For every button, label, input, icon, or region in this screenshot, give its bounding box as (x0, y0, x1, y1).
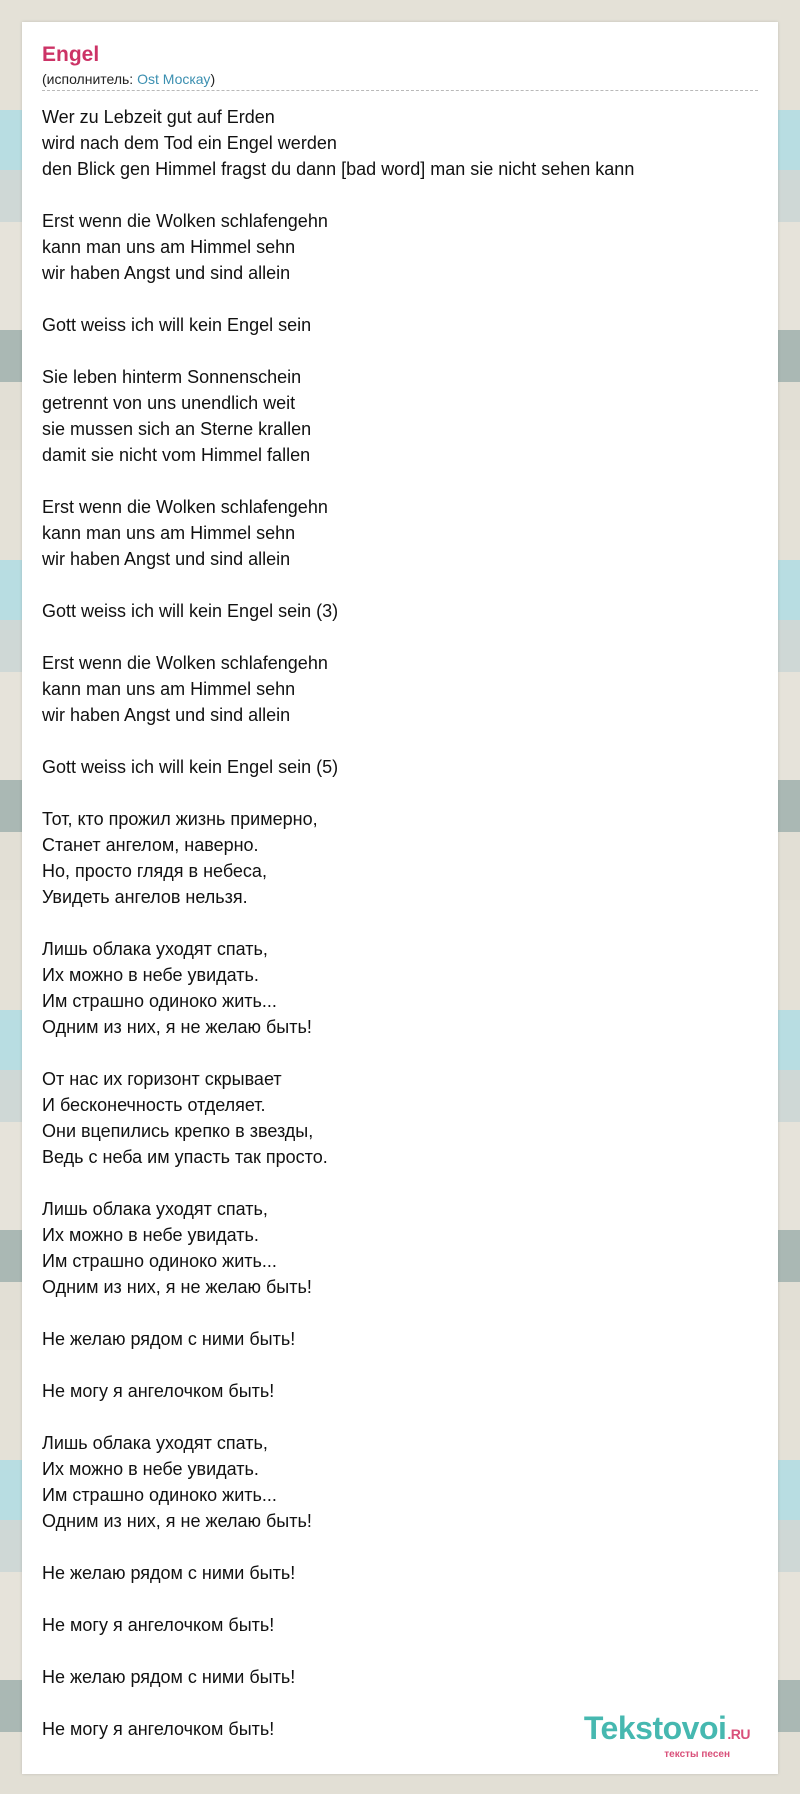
lyrics-card (22, 22, 778, 1774)
artist-prefix: (исполнитель: (42, 71, 138, 87)
artist-line (42, 70, 758, 88)
lyrics-text: Wer zu Lebzeit gut auf Erden wird nach dem Tod ein Engel werden den Blick gen Himmel fragst du dann [bad word] man sie nicht sehen kann Erst wenn die Wolken schlafengehn kann man uns am Himmel sehn wir haben Angst und sind allein Gott weiss ich will kein Engel sein Sie leben hinterm Sonnenschein getrennt von uns unendlich weit sie mussen sich an Sterne krallen damit sie nicht vom Himmel fallen Erst wenn die Wolken schlafengehn kann man uns am Himmel sehn wir haben Angst und sind allein Gott weiss ich will kein Engel sein (3) Erst wenn die Wolken schlafengehn kann man uns am Himmel sehn wir haben Angst und sind allein Gott weiss ich will kein Engel sein (5) Тот, кто прожил жизнь примерно, Станет ангелом, наверно. Но, просто глядя в небеса, Увидеть ангелов нельзя. Лишь облака уходят спать, Их можно в небе увидать. Им страшно одиноко жить... Одним из них, я не желаю быть! От нас их горизонт скрывает И бесконечность отделяет. Они вцепились крепко в звезды, Ведь с неба им упасть так просто. Лишь облака уходят спать, Их можно в небе увидать. Им страшно одиноко жить... Одним из них, я не желаю быть! Не желаю рядом с ними быть! Не могу я ангелочком быть! Лишь облака уходят спать, Их можно в небе увидать. Им страшно одиноко жить... Одним из них, я не желаю быть! Не желаю рядом с ними быть! Не могу я ангелочком быть! Не желаю рядом с ними быть! Не могу я ангелочком быть! (42, 107, 635, 1739)
song-header (42, 42, 758, 91)
song-title: Engel (42, 43, 100, 66)
artist-link[interactable]: Ost Москау (137, 71, 211, 87)
logo-name: Tekstovoi (583, 1710, 727, 1746)
logo-tagline: тексты песен (664, 1749, 730, 1760)
logo-domain: .RU (727, 1726, 750, 1742)
artist-suffix: ) (210, 71, 216, 87)
site-logo[interactable] (584, 1711, 750, 1760)
